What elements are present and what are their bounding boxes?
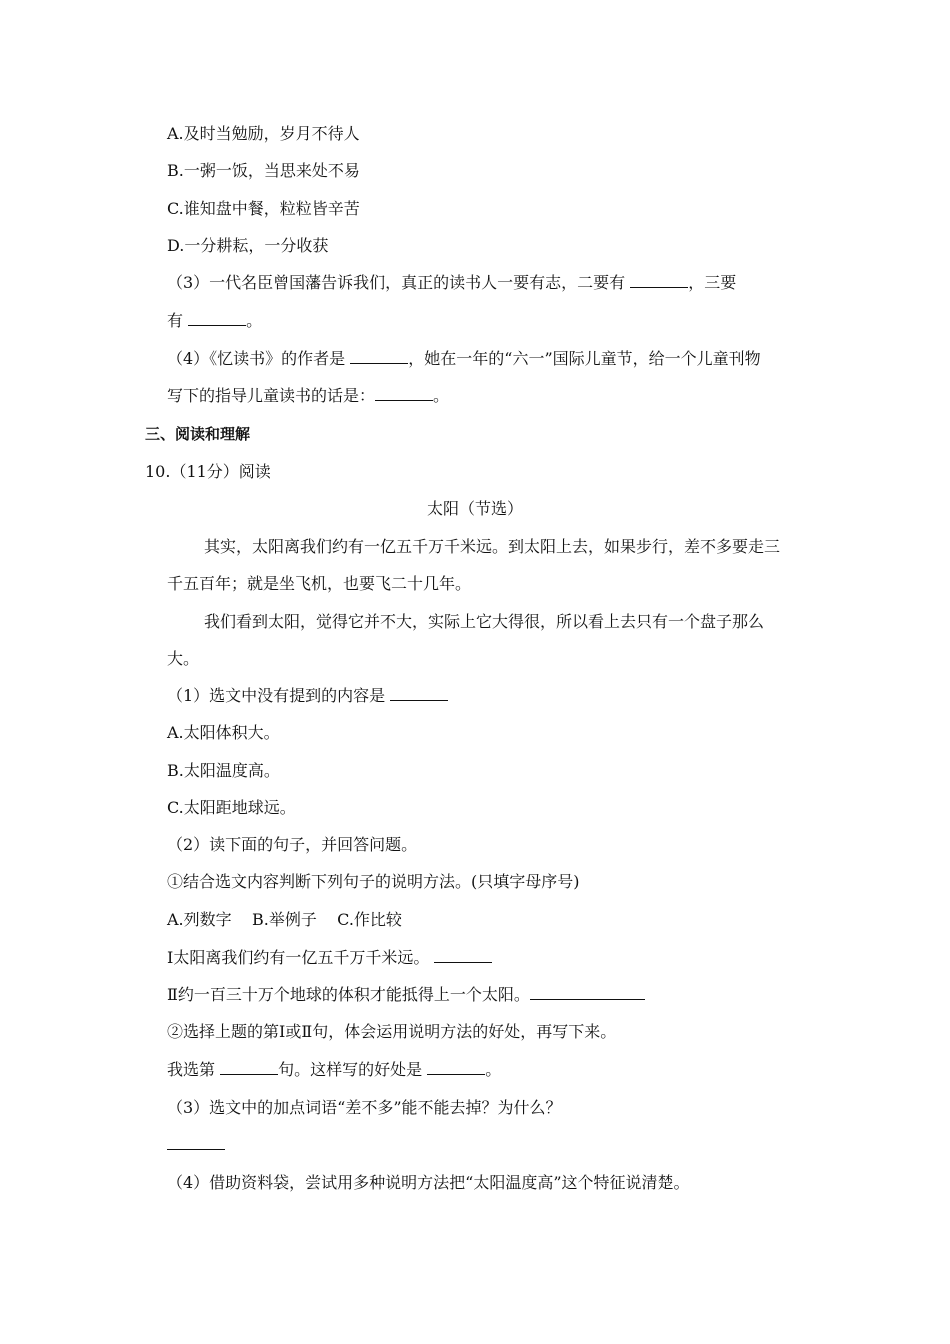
answer-blank[interactable]: [434, 948, 492, 963]
q4-text: ，她在一年的“六一”国际儿童节，给一个儿童刊物: [408, 349, 761, 368]
option-c: C.谁知盘中餐，粒粒皆辛苦: [167, 199, 360, 218]
answer-blank[interactable]: [427, 1060, 485, 1075]
q3-text: （3）一代名臣曾国藩告诉我们，真正的读书人一要有志，二要有: [167, 273, 631, 292]
sub2-choices: A.列数字 B.举例子 C.作比较: [167, 910, 402, 929]
sub1-option-c: C.太阳距地球远。: [167, 798, 296, 817]
q4-line2: [167, 386, 449, 406]
sub1-option-b: B.太阳温度高。: [167, 761, 280, 780]
answer-blank[interactable]: [375, 386, 433, 401]
sub2-part2: ②选择上题的第Ⅰ或Ⅱ句，体会运用说明方法的好处，再写下来。: [167, 1022, 617, 1041]
sub2-part1: ①结合选文内容判断下列句子的说明方法。(只填字母序号): [167, 872, 580, 891]
passage-para2-cont: 大。: [167, 649, 200, 668]
q3-text: ，三要: [688, 273, 737, 292]
answer-blank[interactable]: [350, 349, 408, 364]
passage-para2: 我们看到太阳，觉得它并不大，实际上它大得很，所以看上去只有一个盘子那么: [204, 612, 765, 631]
section-heading: 三、阅读和理解: [145, 425, 251, 443]
sub1-option-a: A.太阳体积大。: [167, 723, 280, 742]
question-10-label: 10.（11分）阅读: [145, 462, 271, 481]
q3-line1: [167, 273, 736, 293]
answer-blank[interactable]: [390, 686, 448, 701]
answer-blank[interactable]: [167, 1135, 225, 1150]
sub2-sentence-2: [167, 985, 645, 1005]
part3-text: 。: [485, 1060, 502, 1079]
part3-text: 句。这样写的好处是: [278, 1060, 428, 1079]
q4-line1: [167, 349, 761, 369]
answer-blank[interactable]: [188, 311, 246, 326]
sub4-prompt: （4）借助资料袋，尝试用多种说明方法把“太阳温度高”这个特征说清楚。: [167, 1173, 690, 1192]
q4-text: （4）《忆读书》的作者是: [167, 349, 351, 368]
sub2-part3: [167, 1060, 501, 1080]
sub2-prompt: （2）读下面的句子，并回答问题。: [167, 835, 418, 854]
q3-line2: [167, 311, 262, 331]
option-d: D.一分耕耘，一分收获: [167, 236, 329, 255]
q3-text: 。: [246, 311, 263, 330]
q3-text: 有: [167, 311, 189, 330]
answer-blank[interactable]: [630, 273, 688, 288]
sub3-prompt: （3）选文中的加点词语“差不多”能不能去掉？为什么？: [167, 1098, 562, 1117]
sub1-text: （1）选文中没有提到的内容是: [167, 686, 391, 705]
part3-text: 我选第: [167, 1060, 221, 1079]
option-a: A.及时当勉励，岁月不待人: [167, 124, 360, 143]
sub1-prompt: [167, 686, 448, 706]
q4-text: 。: [433, 386, 450, 405]
sentence-text: Ⅰ太阳离我们约有一亿五千万千米远。: [167, 948, 435, 967]
sub3-answer-line: [167, 1135, 225, 1155]
sentence-text: Ⅱ约一百三十万个地球的体积才能抵得上一个太阳。: [167, 985, 530, 1004]
answer-blank[interactable]: [530, 985, 645, 1000]
option-b: B.一粥一饭，当思来处不易: [167, 161, 360, 180]
passage-para1-cont: 千五百年；就是坐飞机，也要飞二十几年。: [167, 574, 472, 593]
q4-text: 写下的指导儿童读书的话是：: [167, 386, 376, 405]
passage-title: 太阳（节选）: [426, 499, 523, 518]
sub2-sentence-1: [167, 948, 492, 968]
passage-para1: 其实，太阳离我们约有一亿五千万千米远。到太阳上去，如果步行，差不多要走三: [204, 537, 781, 556]
answer-blank[interactable]: [220, 1060, 278, 1075]
